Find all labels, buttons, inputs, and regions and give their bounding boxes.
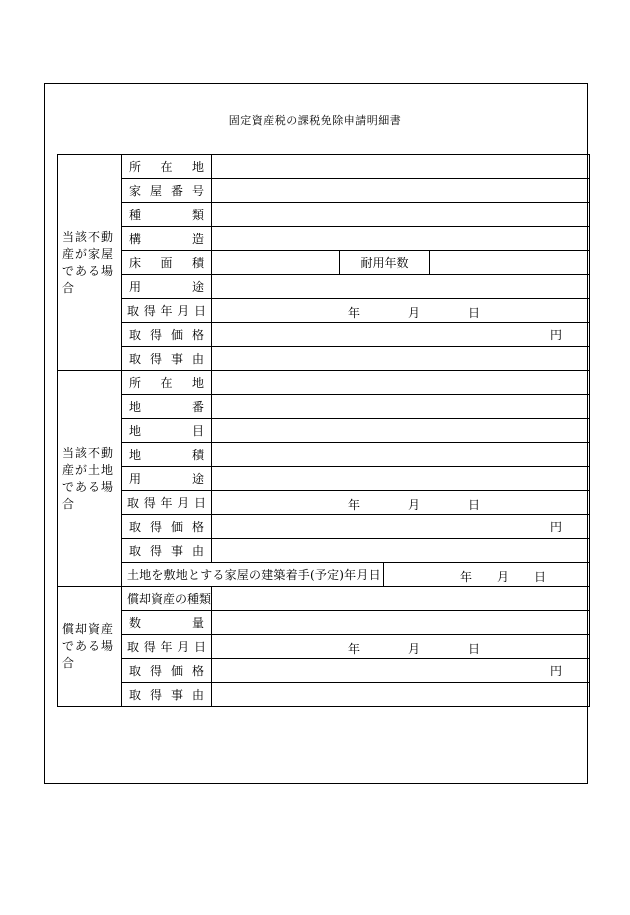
house-useful-life-field[interactable]: [430, 251, 590, 275]
house-acq-price-row: [58, 323, 590, 347]
page-title: 固定資産税の課税免除申請明細書: [228, 114, 402, 127]
land-acq-reason-label: 取 得 事 由: [122, 539, 212, 563]
asset-acq-date-label: 取 得 年 月 日: [122, 635, 212, 659]
house-acq-date-field[interactable]: [212, 299, 590, 323]
land-area-row: [58, 443, 590, 467]
house-number-field[interactable]: [212, 179, 590, 203]
land-acq-price-label: 取 得 価 格: [122, 515, 212, 539]
land-construction-start-row: [58, 563, 590, 587]
land-acq-date-field[interactable]: [212, 491, 590, 515]
house-acq-price-field[interactable]: [212, 323, 590, 347]
asset-kind-label: 償却資産の種類: [122, 587, 212, 611]
house-acq-date-row: [58, 299, 590, 323]
house-floor-area-label: 床 面 積: [122, 251, 212, 275]
day-unit: 日: [534, 570, 547, 584]
month-unit: 月: [408, 498, 421, 512]
house-acq-reason-field[interactable]: [212, 347, 590, 371]
year-unit: 年: [460, 570, 473, 584]
land-location-label: 所 在 地: [122, 371, 212, 395]
land-acq-price-row: [58, 515, 590, 539]
land-lot-number-row: [58, 395, 590, 419]
house-kind-field[interactable]: [212, 203, 590, 227]
asset-quantity-field[interactable]: [212, 611, 590, 635]
year-unit: 年: [348, 498, 361, 512]
land-section-label: 当該不動 産が土地 である場 合: [58, 371, 122, 587]
house-acq-price-label: 取 得 価 格: [122, 323, 212, 347]
asset-acq-price-row: [58, 659, 590, 683]
house-kind-label: 種 類: [122, 203, 212, 227]
house-structure-row: [58, 227, 590, 251]
land-lot-number-label: 地 番: [122, 395, 212, 419]
yen-unit: 円: [549, 520, 562, 534]
house-usage-label: 用 途: [122, 275, 212, 299]
land-usage-label: 用 途: [122, 467, 212, 491]
land-category-field[interactable]: [212, 419, 590, 443]
house-number-label: 家 屋 番 号: [122, 179, 212, 203]
house-usage-field[interactable]: [212, 275, 590, 299]
asset-acq-date-row: [58, 635, 590, 659]
land-acq-date-row: [58, 491, 590, 515]
asset-quantity-row: [58, 611, 590, 635]
house-location-row: [58, 155, 590, 179]
land-location-row: [58, 371, 590, 395]
year-unit: 年: [348, 306, 361, 320]
asset-acq-reason-label: 取 得 事 由: [122, 683, 212, 707]
house-floor-area-field[interactable]: [212, 251, 340, 275]
house-floor-area-row: [58, 251, 590, 275]
day-unit: 日: [468, 498, 481, 512]
house-acq-reason-label: 取 得 事 由: [122, 347, 212, 371]
land-acq-price-field[interactable]: [212, 515, 590, 539]
yen-unit: 円: [549, 664, 562, 678]
month-unit: 月: [408, 642, 421, 656]
land-location-field[interactable]: [212, 371, 590, 395]
yen-unit: 円: [549, 328, 562, 342]
year-unit: 年: [348, 642, 361, 656]
land-area-field[interactable]: [212, 443, 590, 467]
land-category-row: [58, 419, 590, 443]
asset-acq-price-field[interactable]: [212, 659, 590, 683]
asset-acq-reason-field[interactable]: [212, 683, 590, 707]
land-acq-date-label: 取 得 年 月 日: [122, 491, 212, 515]
asset-kind-field[interactable]: [212, 587, 590, 611]
land-acq-reason-row: [58, 539, 590, 563]
house-location-label: 所 在 地: [122, 155, 212, 179]
land-construction-start-field[interactable]: [384, 563, 590, 587]
house-number-row: [58, 179, 590, 203]
house-usage-row: [58, 275, 590, 299]
house-useful-life-label: 耐用年数: [340, 251, 430, 275]
house-location-field[interactable]: [212, 155, 590, 179]
month-unit: 月: [497, 570, 510, 584]
asset-quantity-label: 数 量: [122, 611, 212, 635]
asset-acq-date-field[interactable]: [212, 635, 590, 659]
land-construction-start-label: 土地を敷地とする家屋の建築着手(予定)年月日: [122, 563, 384, 587]
land-area-label: 地 積: [122, 443, 212, 467]
land-lot-number-field[interactable]: [212, 395, 590, 419]
house-section-label: 当該不動 産が家屋 である場 合: [58, 155, 122, 371]
land-acq-reason-field[interactable]: [212, 539, 590, 563]
asset-kind-row: [58, 587, 590, 611]
month-unit: 月: [408, 306, 421, 320]
house-acq-reason-row: [58, 347, 590, 371]
house-structure-field[interactable]: [212, 227, 590, 251]
asset-acq-reason-row: [58, 683, 590, 707]
land-usage-field[interactable]: [212, 467, 590, 491]
house-acq-date-label: 取 得 年 月 日: [122, 299, 212, 323]
depreciable-section-label: 償却資産 である場 合: [58, 587, 122, 707]
application-form-table: [57, 154, 590, 707]
asset-acq-price-label: 取 得 価 格: [122, 659, 212, 683]
house-kind-row: [58, 203, 590, 227]
house-structure-label: 構 造: [122, 227, 212, 251]
land-usage-row: [58, 467, 590, 491]
day-unit: 日: [468, 306, 481, 320]
land-category-label: 地 目: [122, 419, 212, 443]
day-unit: 日: [468, 642, 481, 656]
